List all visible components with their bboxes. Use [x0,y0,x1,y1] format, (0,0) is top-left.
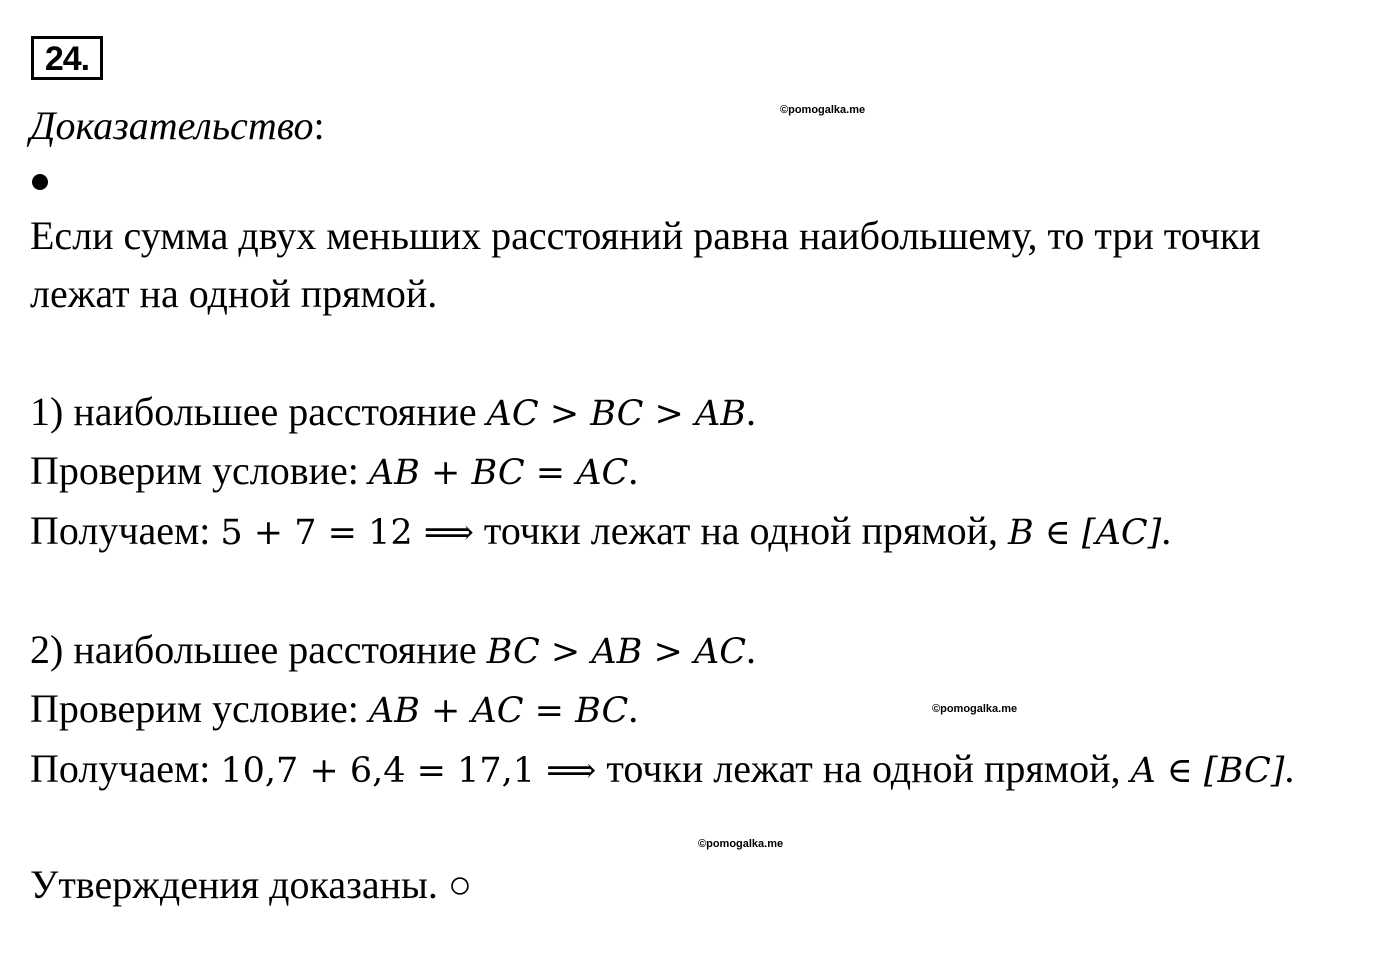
case1-check-lead: Проверим условие: [30,448,369,493]
case1-result-lead: Получаем: [30,508,221,553]
proof-heading [30,100,325,152]
case2-result-line [30,744,1294,796]
case2-check-line [30,684,638,736]
case2-check-math: AB + AC = BC [368,691,629,731]
statement-line-1: Если сумма двух меньших расстояний равна наибольшему, то три точки [30,213,1261,258]
case2-check-end: . [628,686,639,731]
watermark-bottom: ©pomogalka.me [698,838,784,850]
case1-order-end: . [746,389,756,434]
case1-order-math: AC > BC > AB [486,394,746,434]
bullet-point [32,174,48,190]
case2-order-line [30,625,756,677]
case2-result-text: точки лежат на одной прямой, [596,746,1131,791]
case2-order-end: . [746,627,756,672]
case1-result-line [30,506,1171,558]
case2-result-lead: Получаем: [30,746,221,791]
statement-line-2: лежат на одной прямой. [30,271,438,316]
case1-result-math: B ∈ [AC] [1008,513,1162,553]
case2-order-math: BC > AB > AC [486,632,746,672]
conclusion-line: Утверждения доказаны. ○ [30,862,473,907]
watermark-top: ©pomogalka.me [780,104,866,116]
case1-order-line [30,387,756,439]
watermark-middle: ©pomogalka.me [932,703,1018,715]
case2-order-lead: 2) наибольшее расстояние [30,627,487,672]
case2-result-calc: 10,7 + 6,4 = 17,1 ⟹ [220,751,597,791]
case2-check-lead: Проверим условие: [30,686,369,731]
case1-check-math: AB + BC = AC [368,453,629,493]
case2-result-math: A ∈ [BC] [1130,751,1285,791]
case1-result-end: . [1161,508,1172,553]
case1-check-end: . [628,448,639,493]
case2-result-end: . [1284,746,1295,791]
case1-order-lead: 1) наибольшее расстояние [30,389,487,434]
case1-result-calc: 5 + 7 = 12 ⟹ [220,513,474,553]
proof-title: Доказательство [30,103,314,148]
case1-result-text: точки лежат на одной прямой, [473,508,1009,553]
case1-check-line [30,446,638,498]
problem-number: 24. [31,36,103,80]
proof-colon: : [313,103,325,148]
